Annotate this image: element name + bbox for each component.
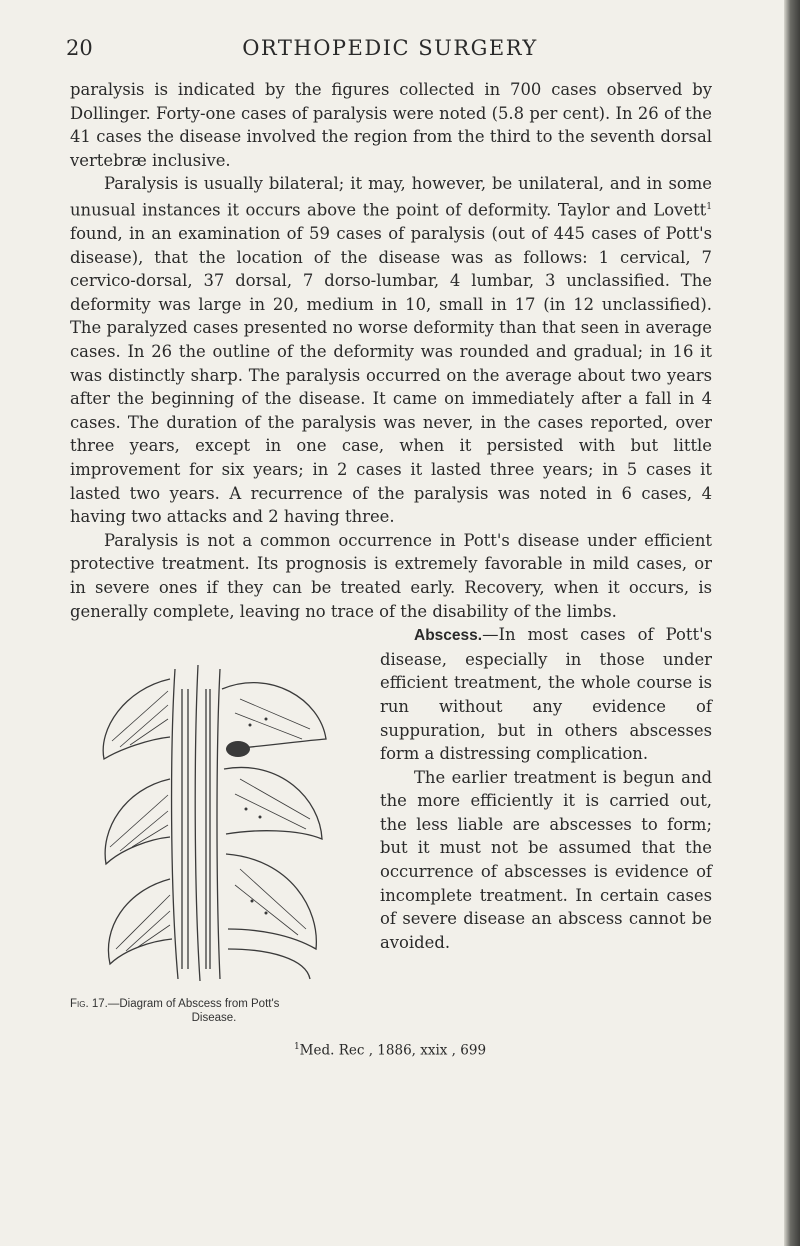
paragraph-2-rest: found, in an examination of 59 cases of paralysis (out of 445 cases of Pott's disease), that the location of the disease was as follows: 1 cervical, 7 cervico-dorsal, 37 dorsal, 7 dorso-lumbar, 4 lumbar, 3 unclassified. The deformity was large in 20, medium in 10, small in 17 (in 12 unclassified). The paralyzed cases presented no worse deformity than that seen in average cases. In 26 the outline of the deformity was rounded and gradual; in 16 it was distinctly sharp. The paralysis occurred on the average about two years after the beginning of the disease. It came on immediately after a fall in 4 cases. The duration of the paralysis was never, in the cases reported, over three years, except in one case, when it persisted with but little improvement for six years; in 2 cases it lasted three years; in 5 cases it lasted two years. A recurrence of the paralysis was noted in 6 cases, 4 having two attacks and 2 having three. [70, 224, 712, 527]
abscess-text: —In most cases of Pott's disease, especially in those under efficient treatment, the whole course is run without any evidence of suppuration, but in others abscesses form a distressing complication. [380, 625, 712, 764]
abscess-diagram [70, 629, 358, 989]
figure-17 [70, 629, 358, 1029]
footnote [0, 1042, 780, 1059]
paragraph-3: Paralysis is not a common occurrence in Pott's disease under efficient protective treatment. Its prognosis is extremely favorable in mild cases, or in severe ones if they can be treated early. Recovery, when it occurs, is generally complete, leaving no trace of the disability of the limbs. [70, 530, 712, 621]
caption-line-1 [70, 997, 358, 1011]
running-title: ORTHOPEDIC SURGERY [242, 36, 538, 60]
paragraph-2 [70, 172, 712, 528]
page-edge-shadow [784, 0, 800, 1246]
page-number: 20 [66, 36, 93, 60]
caption-line-2: Disease. [191, 1012, 237, 1025]
paragraph-5: The earlier treatment is begun and the more efficiently it is carried out, the less liable are abscesses to form; but it must not be assumed that the occurrence of abscesses is evidence of incomplete treatment. In certain cases of severe disease an abscess cannot be avoided. [380, 767, 712, 952]
footnote-marker: 1 [706, 201, 712, 212]
caption-text-1: —Diagram of Abscess from Pott's [107, 998, 280, 1011]
footnote-number: 1 [293, 1042, 300, 1052]
footnote-text: Med. Rec , 1886, xxix , 699 [299, 1042, 487, 1059]
figure-caption [70, 997, 358, 1025]
paragraph-1: paralysis is indicated by the figures collected in 700 cases observed by Dollinger. Forty-one cases of paralysis were noted (5.8 per cent). In 26 of the 41 cases the disease involved the region from the third to the seventh dorsal vertebræ inclusive. [70, 80, 712, 170]
figure-label: Fig. 17. [70, 998, 108, 1011]
section-heading-abscess: Abscess. [414, 627, 483, 645]
body-text [70, 78, 712, 1029]
paragraph-2-start: Paralysis is usually bilateral; it may, however, be unilateral, and in some unusual instances it occurs above the point of deformity. Taylor and Lovett [70, 174, 712, 220]
